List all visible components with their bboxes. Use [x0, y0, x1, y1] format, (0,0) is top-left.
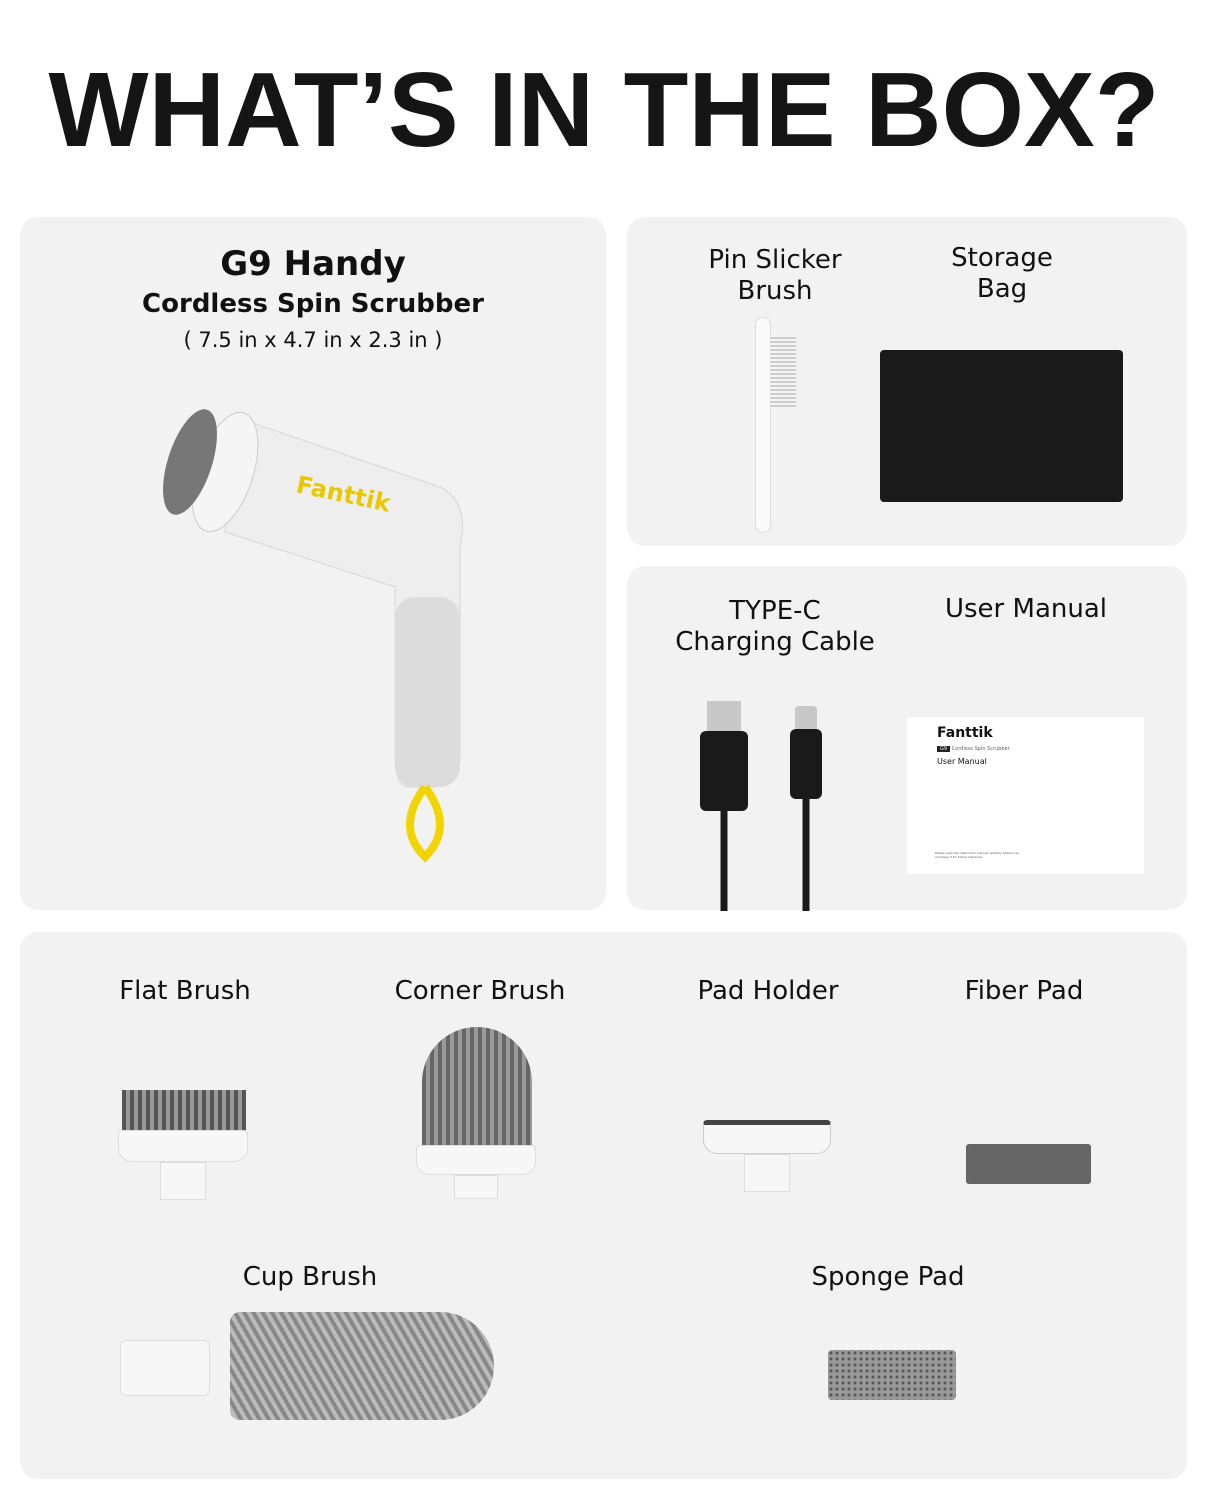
usb-cable-image: [697, 701, 827, 911]
manual-title: User Manual: [937, 757, 987, 766]
product-dimensions: ( 7.5 in x 4.7 in x 2.3 in ): [183, 328, 443, 352]
label-line: Storage: [951, 243, 1053, 273]
corner-brush-base: [416, 1145, 536, 1175]
label-line: Bag: [976, 274, 1028, 304]
user-manual-label: User Manual: [944, 594, 1107, 624]
charging-cable-label: [655, 596, 895, 658]
pad-holder-image: [703, 1120, 831, 1154]
corner-brush-label: Corner Brush: [394, 976, 566, 1006]
pad-holder-stem: [744, 1154, 790, 1192]
flat-brush-base: [118, 1130, 248, 1162]
pin-slicker-brush-image: [755, 317, 771, 533]
corner-brush-stem: [454, 1175, 498, 1199]
label-line: TYPE-C: [729, 596, 821, 626]
sponge-pad-image: [828, 1350, 956, 1400]
spin-scrubber-image: [140, 377, 480, 877]
pin-slicker-bristles: [770, 337, 796, 407]
fiber-pad-label: Fiber Pad: [964, 976, 1084, 1006]
sponge-pad-label: Sponge Pad: [811, 1262, 965, 1292]
mid-accessories-panel: [627, 566, 1187, 910]
cup-brush-image: [230, 1312, 494, 1420]
top-accessories-panel: [627, 217, 1187, 546]
manual-model: G9: [937, 746, 950, 752]
manual-brand: Fanttik: [937, 725, 993, 741]
pin-slicker-brush-label: [675, 245, 875, 307]
cup-brush-handle: [120, 1340, 210, 1396]
label-line: Brush: [737, 276, 813, 306]
product-name: G9 Handy: [220, 244, 406, 284]
manual-subtitle: [937, 746, 1010, 753]
main-product-panel: [20, 217, 606, 910]
corner-brush-image: [422, 1027, 532, 1147]
page-title: WHAT’S IN THE BOX?: [48, 51, 1160, 169]
user-manual-image: [907, 717, 1144, 874]
storage-bag-label: [902, 243, 1102, 305]
label-line: Charging Cable: [675, 627, 875, 657]
flat-brush-label: Flat Brush: [119, 976, 251, 1006]
manual-subtitle-text: Cordless Spin Scrubber: [951, 746, 1010, 752]
flat-brush-stem: [160, 1162, 206, 1200]
manual-note: Please read this instruction manual carefully before use and keep it for future reference.: [935, 851, 1019, 859]
flat-brush-image: [122, 1090, 246, 1132]
cup-brush-label: Cup Brush: [242, 1262, 378, 1292]
fiber-pad-image: [966, 1144, 1091, 1184]
storage-bag-image: [880, 350, 1123, 502]
product-subtitle: Cordless Spin Scrubber: [142, 289, 484, 319]
pad-holder-label: Pad Holder: [697, 976, 839, 1006]
brush-heads-panel: [20, 932, 1187, 1479]
label-line: Pin Slicker: [708, 245, 842, 275]
brand-logo: Fanttik: [293, 470, 393, 518]
